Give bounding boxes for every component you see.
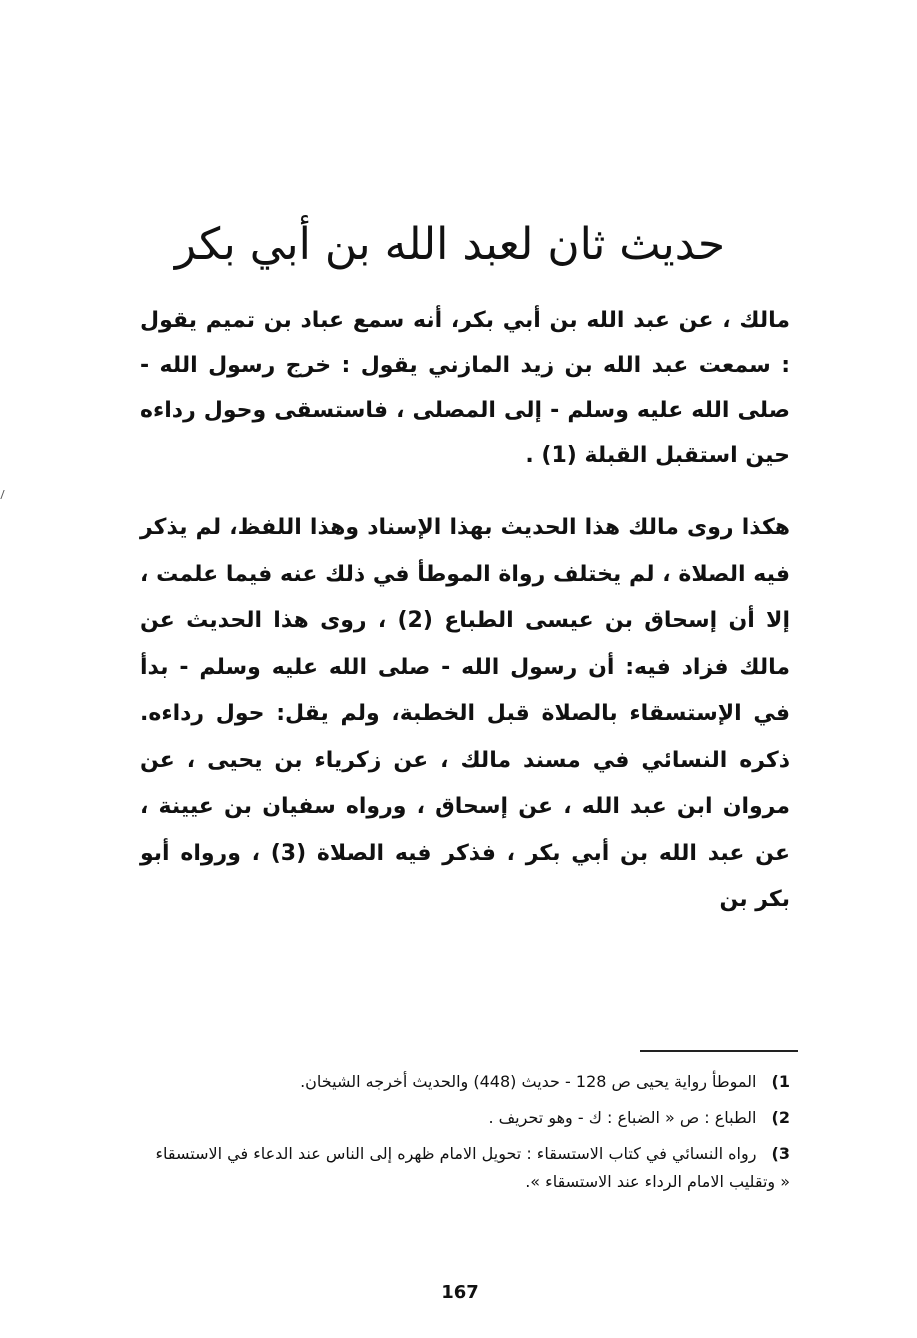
footnote (150, 1104, 790, 1132)
footnote-text: الطباع : ص « الضباع : ك - وهو تحريف . (488, 1108, 757, 1127)
footnote-number: 1) (771, 1072, 790, 1091)
footnote-text: رواه النسائي في كتاب الاستسقاء : تحويل الامام ظهره إلى الناس عند الدعاء في الاستسقاء « وتقليب الامام الرداء عند الاستسقاء ». (155, 1144, 790, 1191)
footnote (150, 1140, 790, 1196)
footnote-number: 2) (771, 1108, 790, 1127)
footnote (150, 1068, 790, 1096)
footnote-text: الموطأ رواية يحيى ص 128 - حديث (448) والحديث أخرجه الشيخان. (300, 1072, 757, 1091)
paragraph: هكذا روى مالك هذا الحديث بهذا الإسناد وهذا اللفظ، لم يذكر فيه الصلاة ، لم يختلف رواة الموطأ في ذلك عنه فيما علمت ، إلا أن إسحاق بن عيسى الطباع (2) ، روى هذا الحديث عن مالك فزاد فيه: أن رسول الله - صلى الله عليه وسلم - بدأ في الإستسقاء بالصلاة قبل الخطبة، ولم يقل: حول رداءه. ذكره النسائي في مسند مالك ، عن زكرياء بن يحيى ، عن مروان ابن عبد الله ، عن إسحاق ، ورواه سفيان بن عيينة ، عن عبد الله بن أبي بكر ، فذكر فيه الصلاة (3) ، ورواه أبو بكر بن (140, 515, 790, 912)
footnote-number: 3) (771, 1144, 790, 1163)
page-number: 167 (441, 1282, 479, 1303)
paragraph: مالك ، عن عبد الله بن أبي بكر، أنه سمع عباد بن تميم يقول : سمعت عبد الله بن زيد المازني يقول : خرج رسول الله - صلى الله عليه وسلم - إلى المصلى ، فاستسقى وحول رداءه حين استقبل القبلة (1) . (140, 308, 790, 468)
chapter-title: حديث ثان لعبد الله بن أبي بكر (174, 219, 726, 271)
margin-mark (0, 490, 9, 499)
footnote-separator (640, 1050, 798, 1052)
